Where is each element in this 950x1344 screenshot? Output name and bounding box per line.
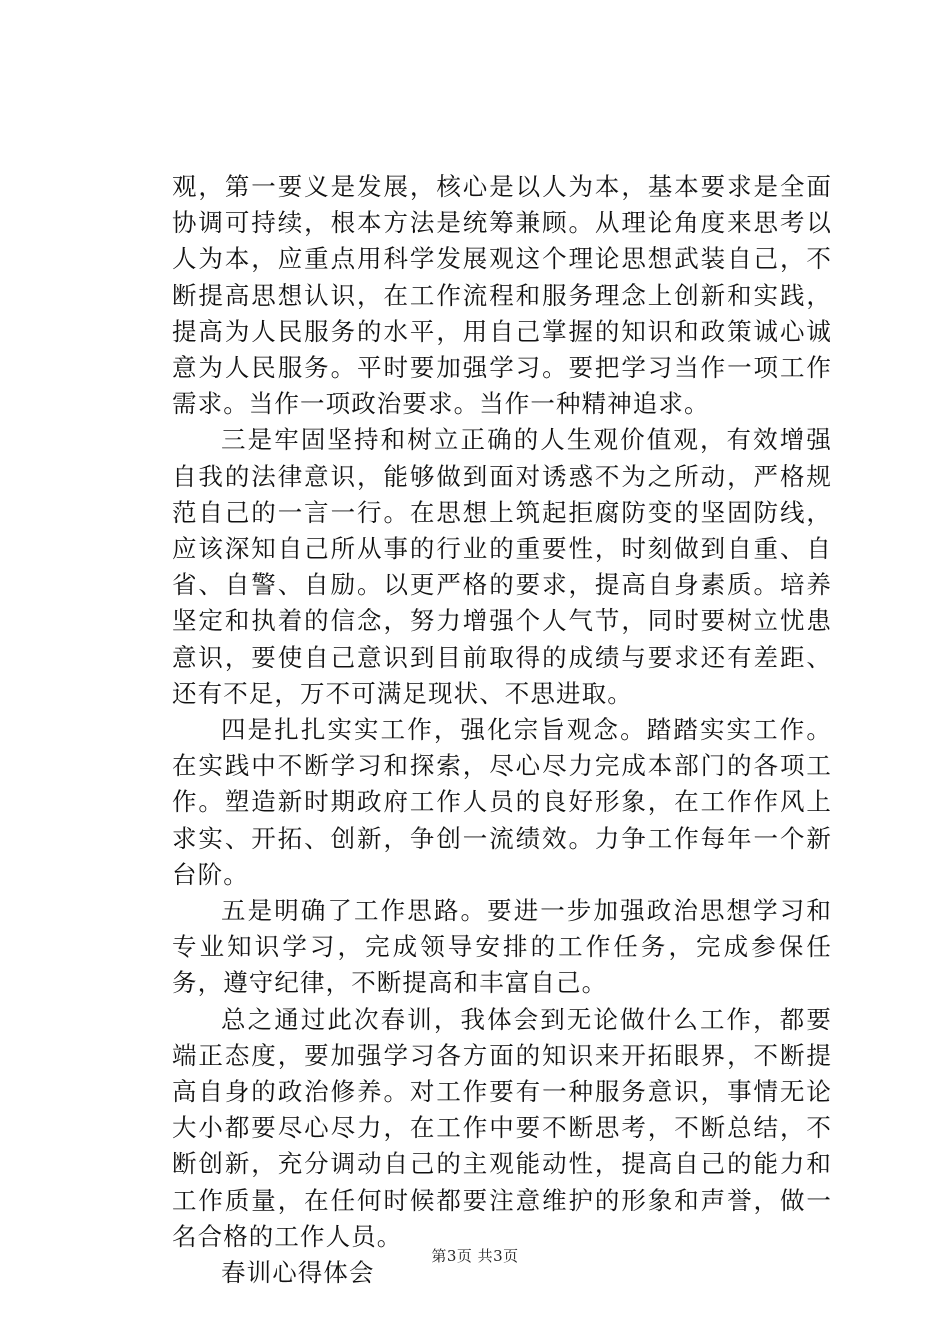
paragraph-conclusion: 总之通过此次春训，我体会到无论做什么工作，都要端正态度，要加强学习各方面的知识来开拓眼界，不断提高自身的政治修养。对工作要有一种服务意识，事情无论大小都要尽心尽力，在工作中要不断思考，不断总结，不断创新，充分调动自己的主观能动性，提高自己的能力和工作质量，在任何时候都要注意维护的形象和声誉，做一名合格的工作人员。	[172, 1004, 832, 1251]
paragraph-point-four: 四是扎扎实实工作，强化宗旨观念。踏踏实实工作。在实践中不断学习和探索，尽心尽力完成本部门的各项工作。塑造新时期政府工作人员的良好形象，在工作作风上求实、开拓、创新，争创一流绩效。力争工作每年一个新台阶。	[172, 715, 832, 889]
document-body	[172, 169, 832, 1291]
paragraph-point-five: 五是明确了工作思路。要进一步加强政治思想学习和专业知识学习，完成领导安排的工作任务，完成参保任务，遵守纪律，不断提高和丰富自己。	[172, 896, 832, 998]
paragraph-continuation: 观，第一要义是发展，核心是以人为本，基本要求是全面协调可持续，根本方法是统筹兼顾。从理论角度来思考以人为本，应重点用科学发展观这个理论思想武装自己，不断提高思想认识，在工作流程和服务理念上创新和实践，提高为人民服务的水平，用自己掌握的知识和政策诚心诚意为人民服务。平时要加强学习。要把学习当作一项工作需求。当作一项政治要求。当作一种精神追求。	[172, 172, 832, 419]
paragraph-closing-title: 春训心得体会	[221, 1258, 375, 1288]
page-number-footer: 第3页 共3页	[431, 1247, 519, 1265]
paragraph-point-three: 三是牢固坚持和树立正确的人生观价值观，有效增强自我的法律意识，能够做到面对诱惑不为之所动，严格规范自己的一言一行。在思想上筑起拒腐防变的坚固防线，应该深知自己所从事的行业的重要性，时刻做到自重、自省、自警、自励。以更严格的要求，提高自身素质。培养坚定和执着的信念，努力增强个人气节，同时要树立忧患意识，要使自己意识到目前取得的成绩与要求还有差距、还有不足，万不可满足现状、不思进取。	[172, 425, 832, 708]
